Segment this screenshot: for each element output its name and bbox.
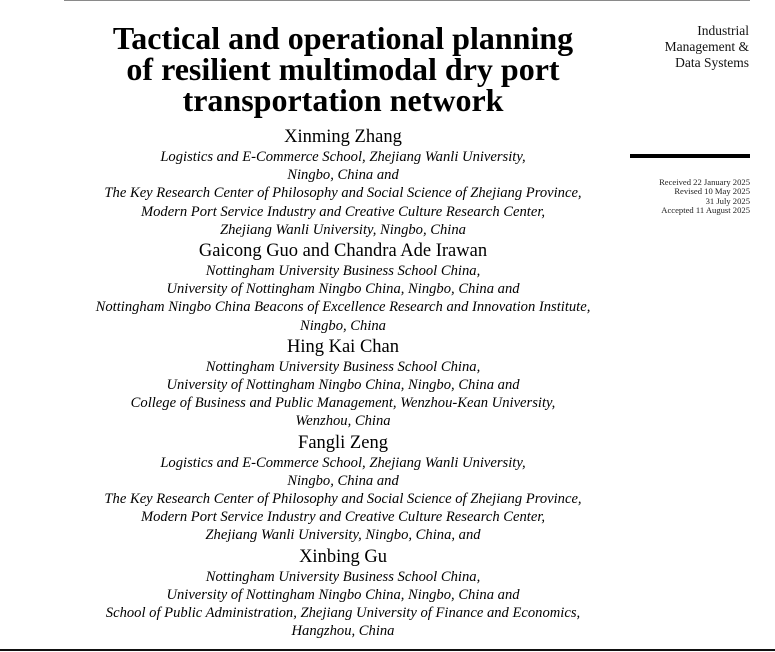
sidebar-rule (630, 154, 750, 158)
affiliation-line: School of Public Administration, Zhejiang University of Finance and Economics, (105, 605, 581, 622)
author-name: Xinming Zhang (284, 127, 402, 147)
affiliation-line: Logistics and E-Commerce School, Zhejiang Wanli University, (160, 149, 526, 165)
affiliation-line: Zhejiang Wanli University, Ningbo, China, and (205, 527, 481, 544)
affiliation-line: Zhejiang Wanli University, Ningbo, China (220, 221, 466, 238)
author-block (60, 241, 626, 335)
affiliation-line: Modern Port Service Industry and Creative Culture Research Center, (140, 203, 546, 220)
author-affiliation (60, 454, 626, 545)
affiliation-line: Modern Port Service Industry and Creative Culture Research Center, (140, 509, 546, 526)
date-accepted: Accepted 11 August 2025 (661, 205, 750, 216)
affiliation-line: The Key Research Center of Philosophy and Social Science of Zhejiang Province, (104, 185, 582, 202)
author-affiliation (60, 148, 626, 239)
affiliation-line: College of Business and Public Management, Wenzhou-Kean University, (130, 395, 556, 412)
affiliation-line: University of Nottingham Ningbo China, Ningbo, China and (166, 377, 520, 394)
title-block (60, 20, 626, 642)
author-name: Fangli Zeng (298, 432, 388, 453)
bottom-rule (0, 649, 775, 651)
affiliation-line: Hangzhou, China (291, 623, 395, 640)
affiliation-line: The Key Research Center of Philosophy and Social Science of Zhejiang Province, (104, 491, 582, 508)
author-name: Xinbing Gu (299, 546, 387, 567)
affiliation-line: Nottingham Ningbo China Beacons of Excellence Research and Innovation Institute, (95, 299, 591, 316)
title-line: of resilient multimodal dry port (126, 51, 560, 87)
author-block (60, 433, 626, 545)
date-revised-2: 31 July 2025 (705, 195, 750, 206)
journal-line: Data Systems (675, 55, 749, 70)
author-block (60, 337, 626, 431)
journal-line: Industrial (697, 23, 749, 38)
journal-line: Management & (664, 39, 749, 54)
author-affiliation (60, 568, 626, 641)
affiliation-line: Ningbo, China and (287, 472, 399, 489)
title-line: Tactical and operational planning (112, 20, 574, 56)
top-rule (64, 0, 750, 1)
affiliation-line: University of Nottingham Ningbo China, Ningbo, China and (166, 281, 520, 298)
author-name: Hing Kai Chan (286, 336, 399, 357)
paper-title (60, 20, 626, 118)
affiliation-line: Nottingham University Business School China, (205, 568, 481, 585)
affiliation-line: Logistics and E-Commerce School, Zhejiang Wanli University, (160, 454, 526, 471)
journal-name (609, 23, 749, 71)
author-affiliation (60, 262, 626, 335)
affiliation-line: Nottingham University Business School China, (205, 358, 481, 375)
affiliation-line: Wenzhou, China (295, 413, 391, 430)
affiliation-line: University of Nottingham Ningbo China, Ningbo, China and (166, 586, 520, 603)
author-name: Gaicong Guo and Chandra Ade Irawan (198, 241, 488, 262)
affiliation-line: Nottingham University Business School China, (205, 263, 481, 280)
date-received: Received 22 January 2025 (659, 177, 750, 187)
title-line: transportation network (182, 82, 504, 118)
affiliation-line: Ningbo, China (300, 317, 386, 334)
author-block (60, 547, 626, 641)
author-affiliation (60, 358, 626, 431)
affiliation-line: Ningbo, China and (287, 167, 399, 184)
submission-dates (600, 178, 750, 216)
date-revised: Revised 10 May 2025 (674, 186, 750, 197)
author-block (60, 127, 626, 239)
